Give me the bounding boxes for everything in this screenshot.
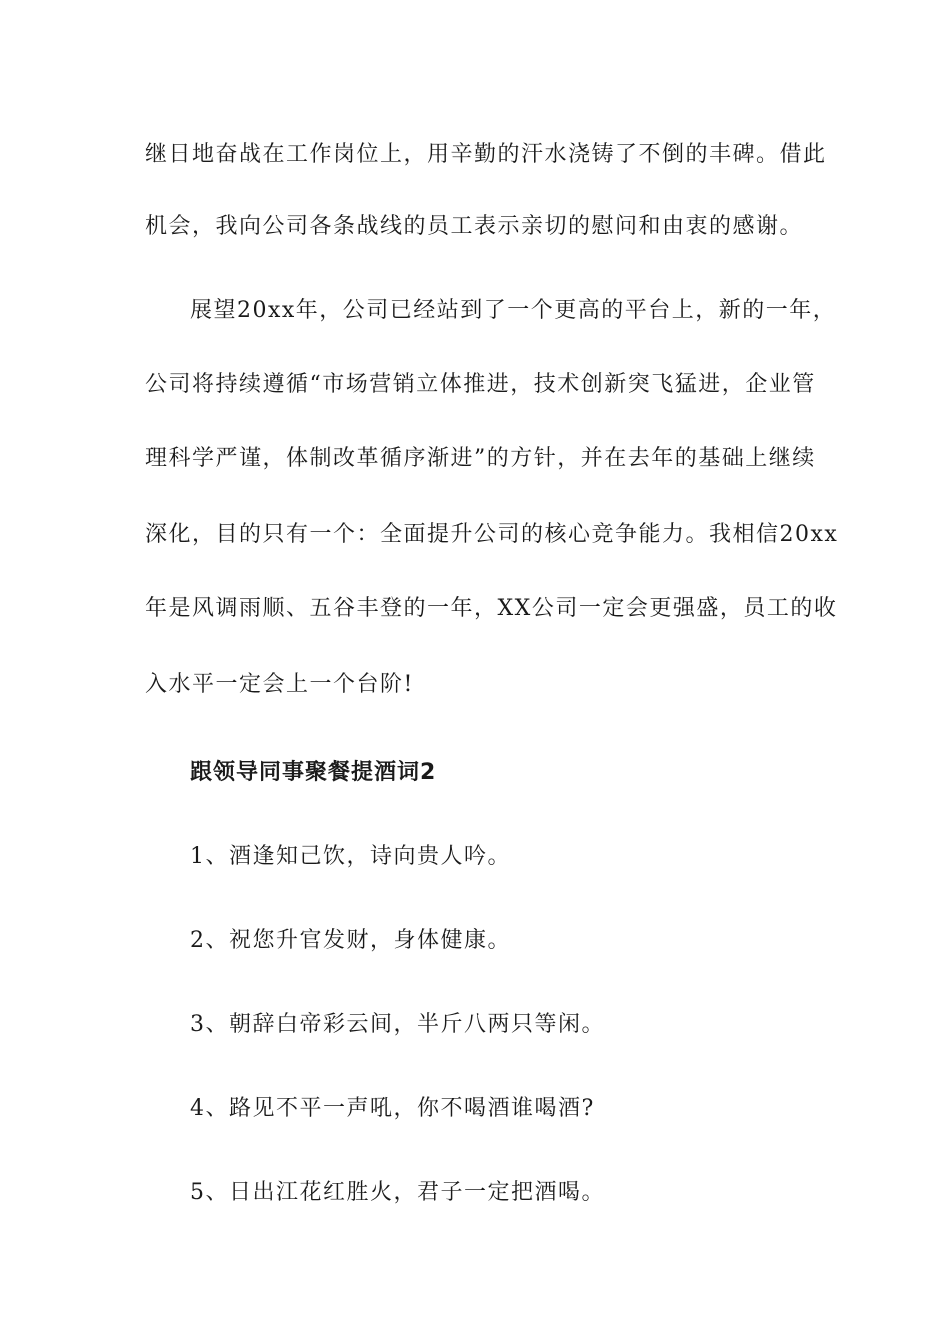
paragraph-line: 继日地奋战在工作岗位上，用辛勤的汗水浇铸了不倒的丰碑。借此: [145, 142, 827, 167]
toast-item: 1、酒逢知己饮，诗向贵人吟。: [190, 844, 511, 869]
toast-item: 4、路见不平一声吼，你不喝酒谁喝酒?: [190, 1096, 595, 1121]
section-heading: 跟领导同事聚餐提酒词2: [190, 760, 437, 785]
paragraph-line: 深化，目的只有一个：全面提升公司的核心竞争能力。我相信20xx: [145, 522, 839, 547]
paragraph-line: 理科学严谨，体制改革循序渐进”的方针，并在去年的基础上继续: [145, 446, 816, 471]
toast-item: 2、祝您升官发财，身体健康。: [190, 928, 511, 953]
paragraph-line: 机会，我向公司各条战线的员工表示亲切的慰问和由衷的感谢。: [145, 214, 804, 239]
paragraph-line: 展望20xx年，公司已经站到了一个更高的平台上，新的一年，: [190, 298, 837, 323]
toast-item: 3、朝辞白帝彩云间，半斤八两只等闲。: [190, 1012, 605, 1037]
paragraph-line: 入水平一定会上一个台阶!: [145, 672, 414, 697]
toast-item: 5、日出江花红胜火，君子一定把酒喝。: [190, 1180, 605, 1205]
paragraph-line: 公司将持续遵循“市场营销立体推进，技术创新突飞猛进，企业管: [145, 372, 816, 397]
paragraph-line: 年是风调雨顺、五谷丰登的一年，XX公司一定会更强盛，员工的收: [145, 596, 838, 621]
